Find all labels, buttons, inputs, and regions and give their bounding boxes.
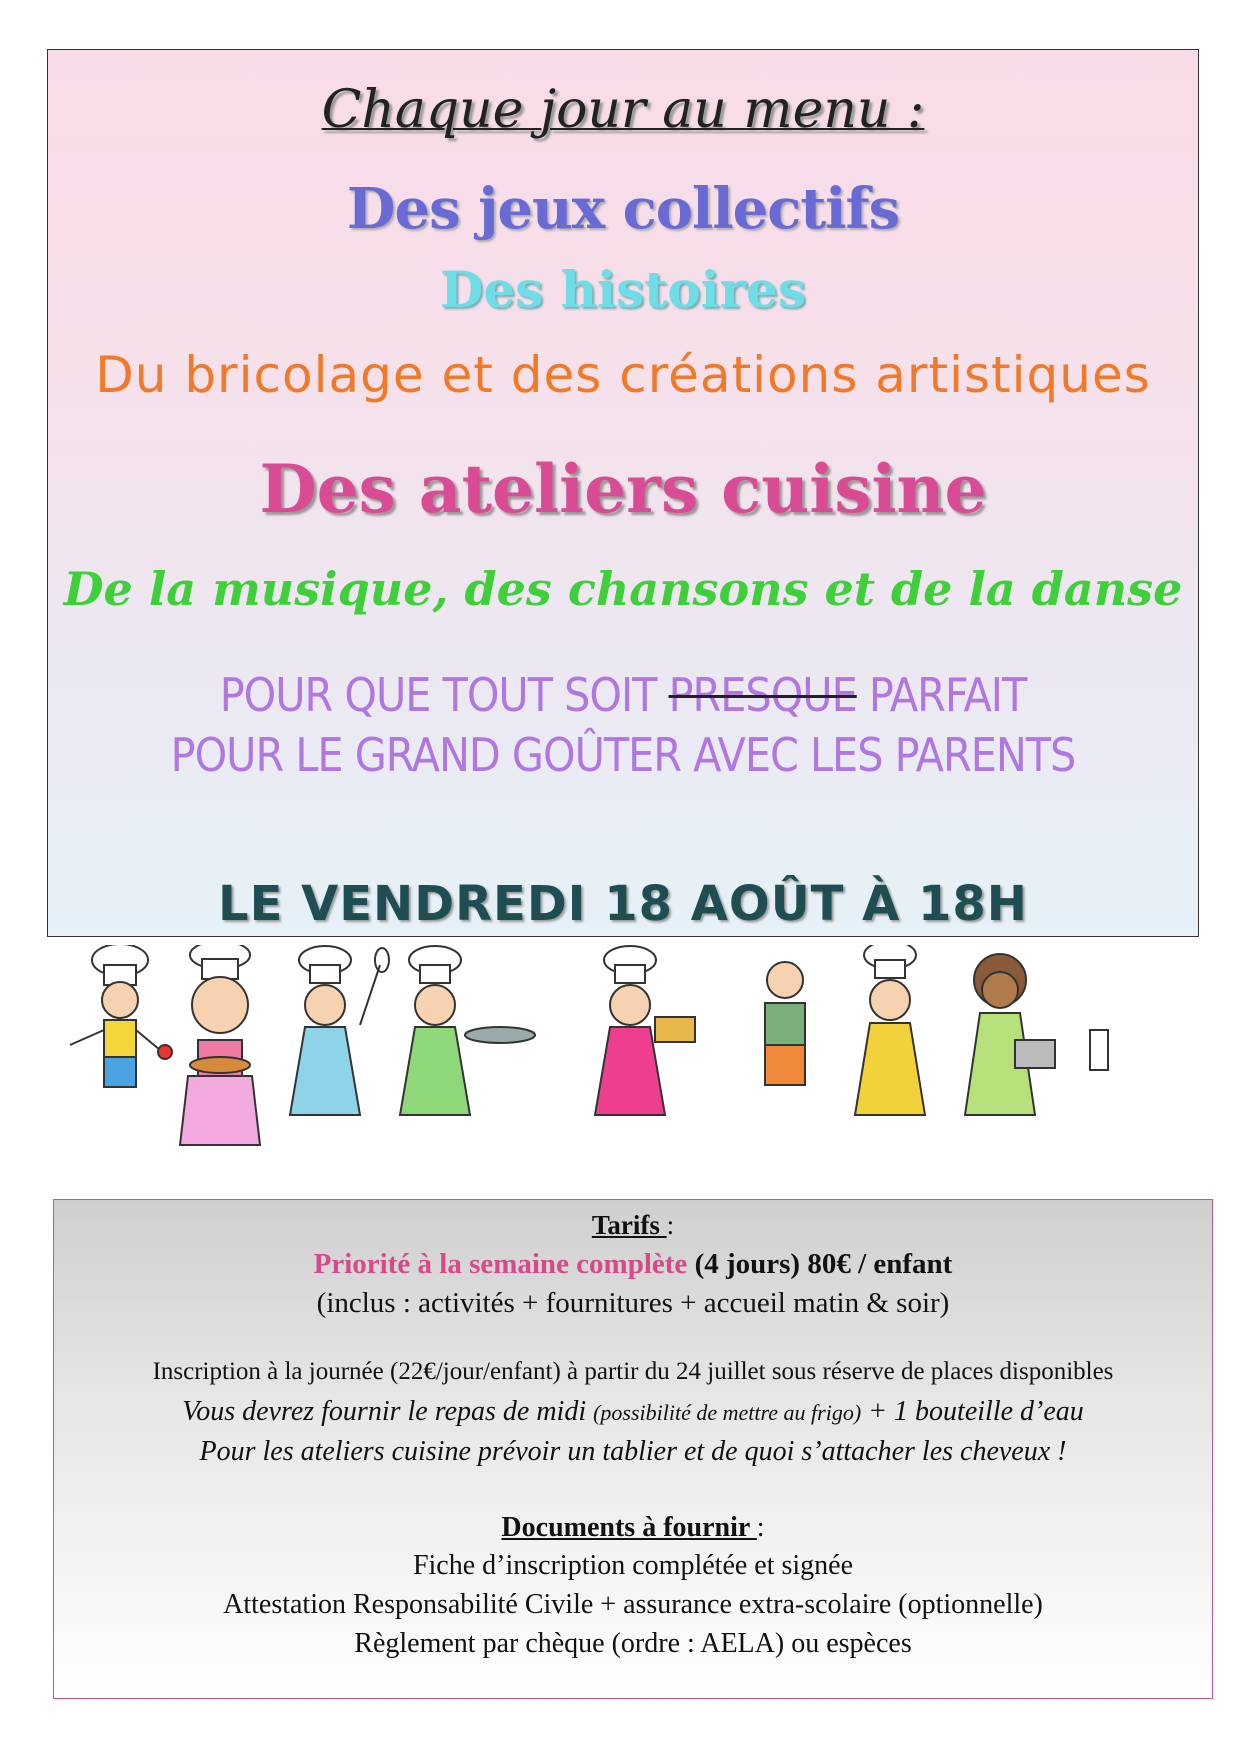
tarifs-colon: : bbox=[666, 1210, 675, 1240]
tarifs-heading bbox=[54, 1210, 1212, 1241]
activity-bricolage: Du bricolage et des créations artistiques bbox=[95, 346, 1151, 404]
priority-price: (4 jours) 80€ / enfant bbox=[687, 1248, 953, 1280]
info-panel bbox=[53, 1199, 1213, 1699]
child-7 bbox=[855, 945, 925, 1115]
child-2 bbox=[180, 945, 260, 1145]
tablier-line: Pour les ateliers cuisine prévoir un tablier et de quoi s’attacher les cheveux ! bbox=[199, 1436, 1067, 1467]
inclus-line: (inclus : activités + fournitures + accueil matin & soir) bbox=[316, 1287, 950, 1319]
child-1 bbox=[70, 945, 172, 1087]
kids-cooking-illustration bbox=[60, 945, 1185, 1175]
pour-line-1-start: POUR QUE TOUT SOIT bbox=[219, 668, 669, 722]
documents-colon: : bbox=[756, 1512, 765, 1543]
tarifs-label: Tarifs bbox=[591, 1210, 667, 1240]
document-fiche: Fiche d’inscription complétée et signée bbox=[412, 1550, 854, 1581]
child-4 bbox=[400, 946, 535, 1115]
event-date: LE VENDREDI 18 AOÛT À 18H bbox=[218, 876, 1028, 932]
priority-line bbox=[54, 1248, 1212, 1281]
menu-title: Chaque jour au menu : bbox=[321, 80, 925, 140]
repas-line bbox=[54, 1396, 1212, 1428]
repas-start: Vous devrez fournir le repas de midi bbox=[182, 1396, 594, 1427]
pour-line-1 bbox=[48, 668, 1198, 722]
pour-line-2: POUR LE GRAND GOÛTER AVEC LES PARENTS bbox=[170, 728, 1076, 782]
pour-line-1-end: PARFAIT bbox=[856, 668, 1027, 722]
activity-cuisine: Des ateliers cuisine bbox=[259, 450, 987, 528]
priority-highlight: Priorité à la semaine complète bbox=[313, 1248, 688, 1280]
child-8 bbox=[965, 954, 1108, 1115]
menu-panel bbox=[47, 49, 1199, 937]
document-attestation: Attestation Responsabilité Civile + assurance extra-scolaire (optionnelle) bbox=[223, 1589, 1043, 1620]
documents-label: Documents à fournir bbox=[501, 1512, 757, 1543]
repas-end: + 1 bouteille d’eau bbox=[861, 1396, 1084, 1427]
child-5 bbox=[595, 946, 695, 1115]
inscription-line: Inscription à la journée (22€/jour/enfant) à partir du 24 juillet sous réserve de places disponibles bbox=[152, 1358, 1114, 1385]
pour-line-1-strike: PRESQUE bbox=[668, 668, 857, 722]
documents-heading bbox=[54, 1512, 1212, 1544]
activity-histoires: Des histoires bbox=[440, 260, 806, 319]
activity-jeux: Des jeux collectifs bbox=[346, 176, 900, 242]
child-3 bbox=[290, 946, 389, 1115]
repas-note: (possibilité de mettre au frigo) bbox=[593, 1400, 862, 1425]
document-reglement: Règlement par chèque (ordre : AELA) ou espèces bbox=[354, 1628, 912, 1659]
activity-musique: De la musique, des chansons et de la danse bbox=[63, 562, 1183, 616]
child-6 bbox=[765, 962, 805, 1085]
